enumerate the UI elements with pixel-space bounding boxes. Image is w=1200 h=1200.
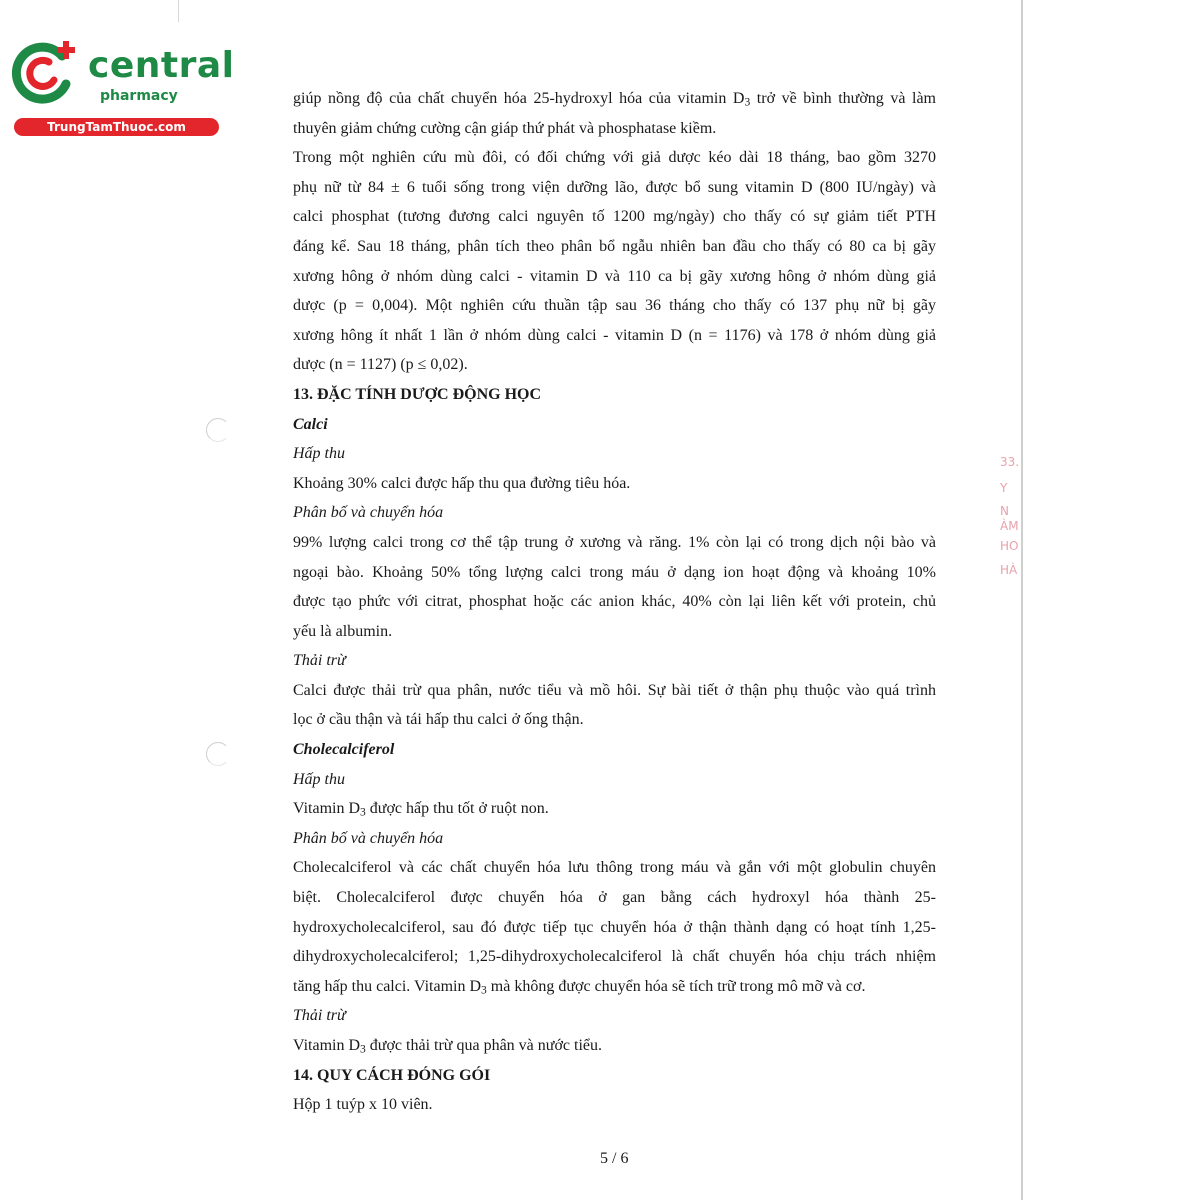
paragraph-line: dihydroxycholecalciferol; 1,25-dihydroxycholecalciferol là chất chuyển hóa chịu trách nhiệm [293,948,936,966]
paragraph-line: lọc ở cầu thận và tái hấp thu calci ở ống thận. [293,711,584,729]
stamp-text: 33. [1000,455,1020,469]
paragraph-line: Vitamin $D_3$ được hấp thu tốt ở ruột non. [293,800,549,819]
paragraph-line: giúp nồng độ của chất chuyển hóa 25-hydroxyl hóa của vitamin $D_3$ trở về bình thường và làm [293,90,936,109]
paragraph-line: Trong một nghiên cứu mù đôi, có đối chứng với giả dược kéo dài 18 tháng, bao gồm 3270 [293,149,936,167]
central-logo-icon [10,38,80,108]
paragraph-line: Calci được thải trừ qua phân, nước tiểu và mồ hôi. Sự bài tiết ở thận phụ thuộc vào quá trình [293,681,936,699]
paragraph-line: đáng kể. Sau 18 tháng, phân tích theo phân bổ ngẫu nhiên ban đầu cho thấy có 80 ca bị gãy [293,237,936,255]
stamp-text: ÀM [1000,519,1019,533]
logo-subtitle: pharmacy [100,88,178,104]
stamp-text: HÀ [1000,563,1018,577]
paragraph-line: ngoại bào. Khoảng 50% tổng lượng calci trong máu ở dạng ion hoạt động và khoảng 10% [293,563,936,581]
central-pharmacy-logo[interactable] [10,36,235,136]
paragraph-line: thuyên giảm chứng cường cận giáp thứ phát và phosphatase kiềm. [293,119,717,137]
paragraph-line: Khoảng 30% calci được hấp thu qua đường tiêu hóa. [293,474,631,492]
paragraph-line: 99% lượng calci trong cơ thể tập trung ở xương và răng. 1% còn lại có trong dịch nội bào và [293,533,936,551]
page-edge [1021,0,1023,1200]
paragraph-line: xương hông ít nhất 1 lần ở nhóm dùng calci - vitamin D (n = 1176) và 178 ở nhóm dùng giả [293,326,936,344]
subheading: Hấp thu [293,445,345,463]
paragraph-line: dược (p = 0,004). Một nghiên cứu thuần tập sau 36 tháng cho thấy có 137 phụ nữ bị gãy [293,297,936,315]
subsection-heading: Calci [293,415,328,433]
stamp-text: Y [1000,481,1008,495]
punch-hole-bottom [206,742,230,766]
paragraph-line: Hộp 1 tuýp x 10 viên. [293,1096,433,1114]
paragraph-line: được tạo phức với citrat, phosphat hoặc các anion khác, 40% còn lại liên kết với protein, chủ [293,593,936,611]
stamp-text: HO [1000,539,1019,553]
subsection-heading: Cholecalciferol [293,741,395,759]
punch-hole-top [206,418,230,442]
paragraph-line: Vitamin $D_3$ được thải trừ qua phân và nước tiểu. [293,1037,602,1056]
red-stamp-fragment [996,448,1036,588]
subheading: Phân bố và chuyển hóa [293,504,444,522]
logo-url-badge: TrungTamThuoc.com [14,118,219,136]
paragraph-line: tăng hấp thu calci. Vitamin $D_3$ mà không được chuyển hóa sẽ tích trữ trong mô mỡ và cơ. [293,977,866,997]
paragraph-line: xương hông ở nhóm dùng calci - vitamin D và 110 ca bị gãy xương hông ở nhóm dùng giả [293,267,936,285]
scan-mark [178,0,179,22]
paragraph-line: biệt. Cholecalciferol được chuyển hóa ở gan bằng cách hydroxyl hóa thành 25- [293,889,936,907]
paragraph-line: hydroxycholecalciferol, sau đó được tiếp tục chuyển hóa ở thận thành dạng có hoạt tính 1,25- [293,918,936,936]
section-heading: 13. ĐẶC TÍNH DƯỢC ĐỘNG HỌC [293,385,542,403]
section-heading: 14. QUY CÁCH ĐÓNG GÓI [293,1066,491,1084]
stamp-text: N [1000,504,1009,518]
paragraph-line: Cholecalciferol và các chất chuyển hóa lưu thông trong máu và gắn với một globulin chuyên [293,859,936,877]
subheading: Phân bố và chuyển hóa [293,829,444,847]
paragraph-line: dược (n = 1127) (p ≤ 0,02). [293,356,468,374]
paragraph-line: phụ nữ từ 84 ± 6 tuổi sống trong viện dưỡng lão, được bổ sung vitamin D (800 IU/ngày) và [293,178,936,196]
paragraph-line: yếu là albumin. [293,622,393,640]
subheading: Hấp thu [293,770,345,788]
subheading: Thải trừ [293,652,346,670]
logo-name: central [88,45,235,86]
document-body [293,84,936,1120]
paragraph-line: calci phosphat (tương đương calci nguyên tố 1200 mg/ngày) cho thấy có sự giảm tiết PTH [293,208,936,226]
subheading: Thải trừ [293,1007,346,1025]
page-number: 5 / 6 [600,1150,629,1167]
